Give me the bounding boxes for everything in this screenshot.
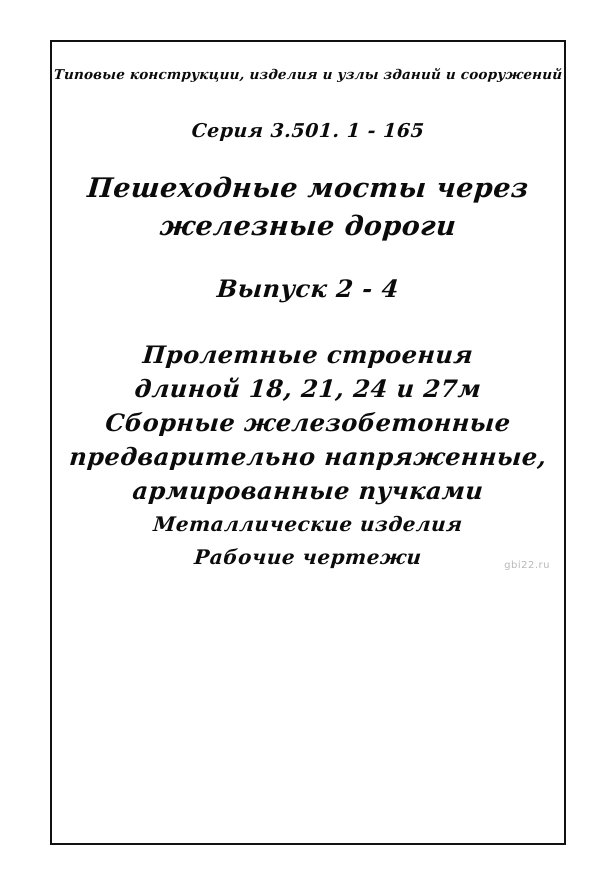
- main-title: [52, 170, 564, 246]
- description-line-7: Рабочие чертежи: [193, 545, 423, 569]
- description-line-6: Металлические изделия: [152, 512, 464, 536]
- header-note: Типовые конструкции, изделия и узлы зданий и сооружений: [53, 67, 563, 83]
- description-block: [52, 338, 564, 574]
- main-title-line-1: Пешеходные мосты через: [85, 173, 531, 204]
- description-line-1: Пролетные строения: [141, 340, 475, 369]
- description-line-2: длиной 18, 21, 24 и 27м: [133, 374, 483, 403]
- description-line-5: армированные пучками: [131, 476, 485, 505]
- main-title-line-2: железные дороги: [158, 211, 458, 242]
- description-line-3: Сборные железобетонные: [104, 408, 512, 437]
- issue-number: Выпуск 2 - 4: [215, 274, 401, 303]
- series-number: Серия 3.501. 1 - 165: [190, 120, 426, 142]
- description-line-4: предварительно напряженные,: [68, 442, 548, 471]
- watermark-text: gbi22.ru: [504, 560, 550, 571]
- page-border-frame: [50, 40, 566, 845]
